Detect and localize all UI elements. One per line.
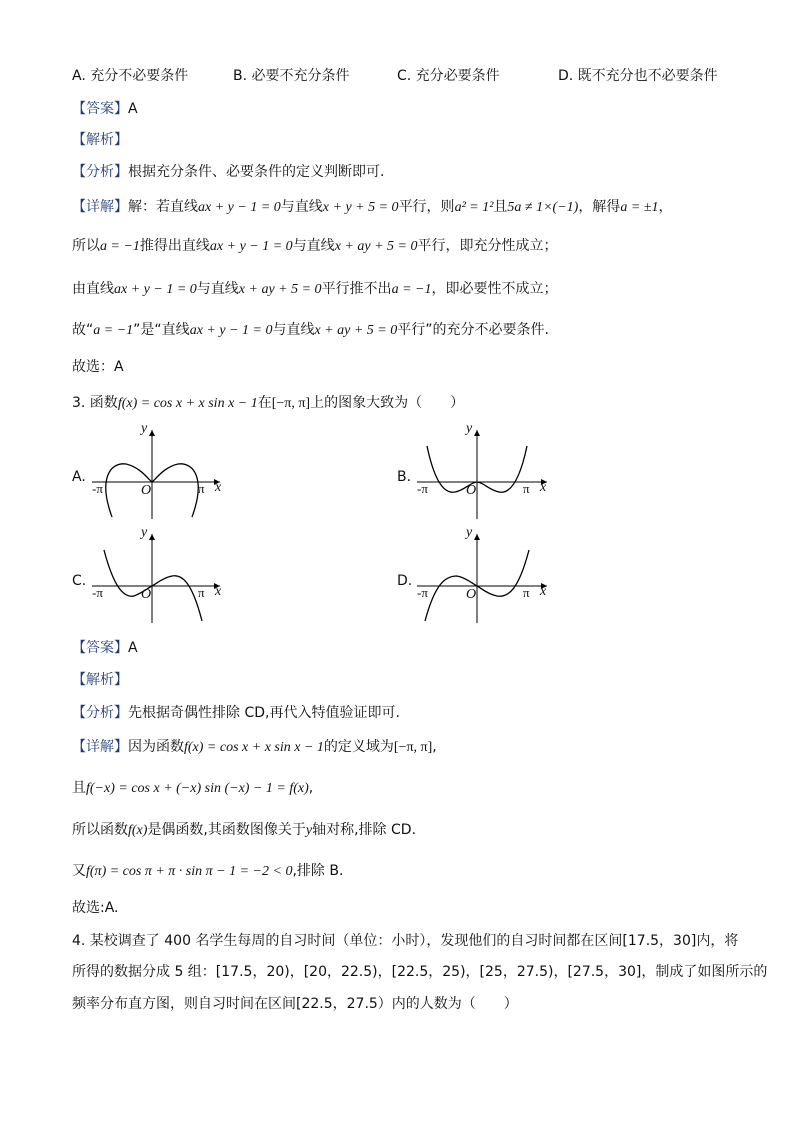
formula: ax + y − 1 = 0	[209, 239, 293, 254]
fenxi-tag: 【分析】	[72, 164, 128, 180]
formula: a = −1	[391, 282, 432, 297]
formula: [−π, π]	[393, 740, 433, 755]
text: ，即必要性不成立；	[431, 281, 558, 297]
neg-pi-label: -π	[92, 481, 103, 496]
text: 与直线	[272, 322, 315, 338]
pi-label: π	[198, 585, 205, 600]
formula: y	[305, 823, 313, 838]
analysis-tag: 【解析】	[72, 132, 128, 148]
q3-detail-line-3	[72, 820, 416, 841]
text: 且	[493, 199, 508, 215]
fenxi-text: 根据充分条件、必要条件的定义判断即可.	[128, 164, 385, 180]
formula: x + y + 5 = 0	[322, 200, 399, 215]
text: 所以	[72, 238, 100, 254]
x-axis-label: x	[215, 480, 222, 495]
q3-fenxi	[72, 703, 400, 723]
text: ,	[432, 739, 437, 755]
y-axis-label: y	[466, 525, 473, 540]
neg-pi-label: -π	[92, 585, 103, 600]
formula: x + ay + 5 = 0	[238, 282, 322, 297]
text: 与直线	[292, 238, 335, 254]
formula: f(x) = cos x + x sin x − 1	[117, 396, 258, 411]
pi-label: π	[523, 481, 530, 496]
text: 3. 函数	[72, 395, 118, 411]
y-axis-label: y	[466, 421, 473, 436]
graph-letter: B.	[397, 469, 412, 485]
q3-detail-line-2	[72, 778, 313, 799]
xiangjie-tag: 【详解】	[72, 199, 128, 215]
graph-b-plot	[395, 424, 565, 524]
q2-detail-line-1	[72, 197, 672, 218]
origin-label: O	[141, 483, 152, 498]
formula: 5a ≠ 1×(−1)	[507, 200, 579, 215]
graph-letter: C.	[72, 573, 87, 589]
text: 与直线	[196, 281, 239, 297]
y-axis-label: y	[141, 421, 148, 436]
q4-stem-line-3: 频率分布直方图，则自习时间在区间[22.5，27.5）内的人数为（ ）	[72, 996, 518, 1012]
text: 在	[257, 395, 272, 411]
formula: a = −1	[100, 239, 140, 254]
q4-stem-line-1: 4. 某校调查了 400 名学生每周的自习时间（单位：小时），发现他们的自习时间都在区间[17.5，30]内，将	[72, 933, 739, 949]
graph-letter: D.	[397, 573, 413, 589]
formula: x + ay + 5 = 0	[314, 323, 398, 338]
q3-choose: 故选:A.	[72, 900, 119, 916]
text: ，	[658, 199, 673, 215]
text: 平行，则	[398, 199, 455, 215]
graph-a-plot	[70, 424, 240, 524]
xiangjie-tag: 【详解】	[72, 739, 128, 755]
origin-label: O	[141, 587, 152, 602]
q3-detail-line-4	[72, 861, 343, 882]
text: 平行，即充分性成立；	[417, 238, 558, 254]
text: 又	[72, 863, 86, 879]
q3-answer	[72, 638, 138, 658]
x-axis-label: x	[215, 584, 222, 599]
x-axis-label: x	[540, 584, 547, 599]
q4-stem-line-2: 所得的数据分成 5 组：[17.5，20)，[20，22.5)，[22.5，25)，[25，27.5)，[27.5，30]，制成了如图所示的	[72, 964, 768, 980]
answer-value: A	[128, 101, 138, 117]
text: 因为函数	[128, 739, 184, 755]
answer-tag: 【答案】	[72, 640, 128, 656]
option-d: D. 既不充分也不必要条件	[558, 68, 718, 84]
q3-analysis-tag	[72, 670, 128, 690]
origin-label: O	[466, 587, 477, 602]
text: ,排除 B.	[292, 863, 344, 879]
pi-label: π	[198, 481, 205, 496]
text: 轴对称,排除 CD.	[312, 822, 417, 838]
answer-value: A	[128, 640, 138, 656]
option-c: C. 充分必要条件	[397, 68, 500, 84]
answer-tag: 【答案】	[72, 101, 128, 117]
graph-d-plot	[395, 528, 565, 628]
fenxi-tag: 【分析】	[72, 705, 128, 721]
graph-d	[395, 525, 565, 628]
q2-detail-line-3	[72, 279, 557, 300]
formula: f(π) = cos π + π · sin π − 1 = −2 < 0	[86, 864, 293, 879]
formula: a² = 1²	[454, 200, 494, 215]
text: 上的图象大致为（ ）	[310, 395, 465, 411]
q2-choose: 故选：A	[72, 359, 124, 375]
text: 由直线	[72, 281, 114, 297]
q2-detail-line-4	[72, 320, 549, 341]
text: 且	[72, 780, 86, 796]
q3-detail-line-1	[72, 737, 437, 758]
text: 解：若直线	[128, 199, 198, 215]
text: 是偶函数,其函数图像关于	[147, 822, 306, 838]
formula: ax + y − 1 = 0	[189, 323, 273, 338]
neg-pi-label: -π	[417, 481, 428, 496]
analysis-tag: 【解析】	[72, 672, 128, 688]
q3-stem	[72, 393, 464, 414]
text: 平行推不出	[321, 281, 392, 297]
q2-detail-line-2	[72, 236, 557, 257]
pi-label: π	[523, 585, 530, 600]
graph-c-plot	[70, 528, 240, 628]
graph-b	[395, 421, 565, 524]
graph-a	[70, 421, 240, 524]
q2-analysis-tag	[72, 130, 128, 150]
x-axis-label: x	[540, 480, 547, 495]
formula: f(x) = cos x + x sin x − 1	[184, 740, 324, 755]
fenxi-text: 先根据奇偶性排除 CD,再代入特值验证即可.	[128, 705, 400, 721]
formula: a = −1	[93, 323, 134, 338]
text: 的定义域为	[323, 739, 394, 755]
text: 推得出直线	[139, 238, 210, 254]
formula: f(−x) = cos x + (−x) sin (−x) − 1 = f(x)	[86, 781, 309, 796]
option-a: A. 充分不必要条件	[72, 68, 189, 84]
origin-label: O	[466, 483, 477, 498]
graph-c	[70, 525, 240, 628]
graph-letter: A.	[72, 469, 86, 485]
option-b: B. 必要不充分条件	[233, 68, 350, 84]
formula: x + ay + 5 = 0	[334, 239, 418, 254]
text: 与直线	[280, 199, 323, 215]
formula: ax + y − 1 = 0	[198, 200, 281, 215]
neg-pi-label: -π	[417, 585, 428, 600]
formula: [−π, π]	[271, 396, 311, 411]
text: ”是“直线	[133, 322, 190, 338]
text: 平行”的充分不必要条件.	[397, 322, 549, 338]
formula: a = ±1	[620, 200, 659, 215]
formula: ax + y − 1 = 0	[114, 282, 197, 297]
text: 所以函数	[72, 822, 128, 838]
q2-answer	[72, 99, 138, 119]
text: ,	[308, 780, 314, 796]
text: ，解得	[578, 199, 621, 215]
y-axis-label: y	[141, 525, 148, 540]
formula: f(x)	[128, 823, 148, 838]
q2-fenxi	[72, 162, 384, 182]
text: 故“	[72, 322, 94, 338]
